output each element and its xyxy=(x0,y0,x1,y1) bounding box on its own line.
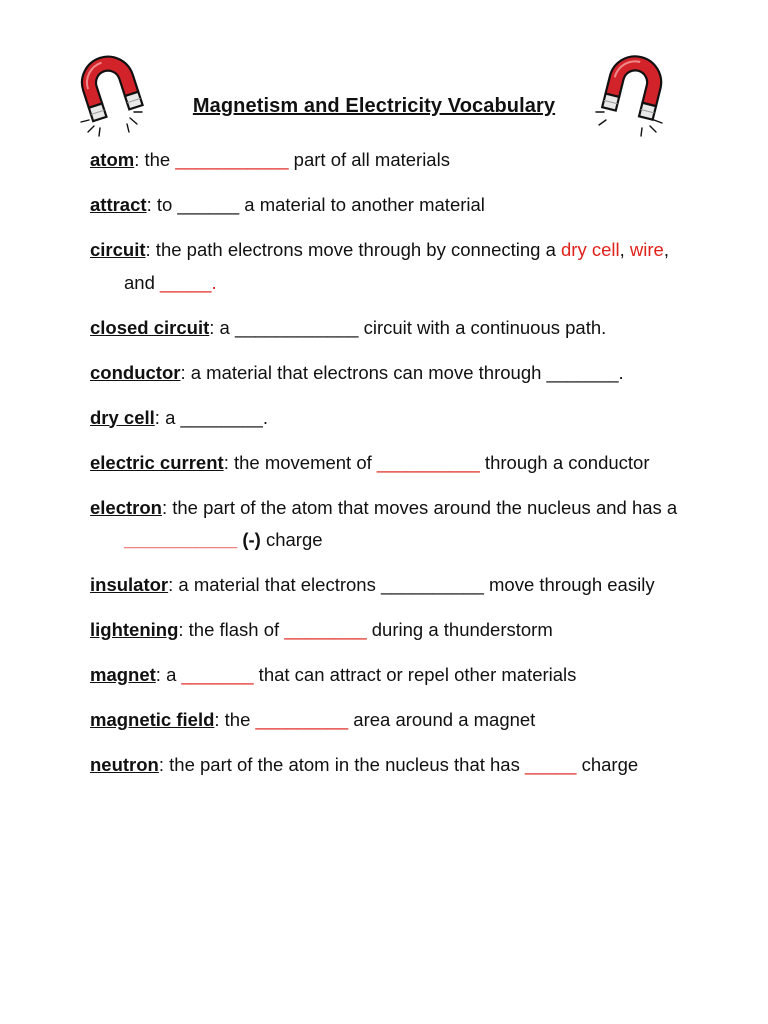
answer-blank: ________ xyxy=(284,619,367,640)
definition-text: : a material that electrons __________ move through easily xyxy=(168,574,655,595)
vocab-term: neutron xyxy=(90,754,159,775)
definition-text: part of all materials xyxy=(288,149,450,170)
vocab-entry-electron xyxy=(90,492,690,557)
answer-blank: ___________ xyxy=(175,149,289,170)
definition-text: charge xyxy=(260,529,323,550)
answer-blank: _________ xyxy=(255,709,349,730)
definition-text: : the part of the atom that moves around the nucleus and has a xyxy=(161,496,678,518)
vocab-entry-lightening xyxy=(90,614,690,647)
vocab-term: closed circuit xyxy=(90,316,210,338)
vocab-term: lightening xyxy=(90,619,179,640)
vocab-term: electric current xyxy=(90,451,224,473)
highlighted-text: dry cell xyxy=(561,239,620,260)
vocab-term: electron xyxy=(90,496,162,518)
definition-text: : a material that electrons can move through _______. xyxy=(180,361,624,383)
vocab-entry-dry-cell xyxy=(90,402,690,435)
vocab-term: dry cell xyxy=(90,406,155,428)
vocab-entry-magnet xyxy=(90,659,690,692)
vocab-entry-magnetic-field xyxy=(90,704,690,737)
definition-text: , and xyxy=(124,239,669,293)
vocab-term: magnetic field xyxy=(90,709,215,730)
vocabulary-list xyxy=(90,144,690,794)
definition-text: : the path electrons move through by connecting a xyxy=(145,239,562,260)
vocab-entry-neutron xyxy=(90,749,690,782)
answer-blank: _______ xyxy=(181,664,254,685)
vocab-term: atom xyxy=(90,149,135,170)
answer-blank: ___________ xyxy=(124,529,238,550)
definition-text: that can attract or repel other materials xyxy=(253,664,577,685)
vocab-entry-circuit xyxy=(90,234,690,299)
definition-text: : a ____________ circuit with a continuous path. xyxy=(209,316,607,338)
definition-text: : a xyxy=(155,664,182,685)
vocab-term: attract xyxy=(90,194,147,215)
vocab-entry-electric-current xyxy=(90,447,690,480)
vocab-term: circuit xyxy=(90,239,146,260)
definition-text: : the xyxy=(134,149,176,170)
vocab-entry-insulator xyxy=(90,569,690,602)
definition-text: during a thunderstorm xyxy=(366,619,553,640)
vocab-entry-closed-circuit xyxy=(90,312,690,345)
definition-text: through a conductor xyxy=(479,451,650,473)
vocab-entry-atom xyxy=(90,144,690,177)
definition-text: charge xyxy=(576,754,639,775)
definition-text: : to ______ a material to another material xyxy=(146,194,485,215)
definition-text: : the part of the atom in the nucleus that has xyxy=(158,754,525,775)
definition-text: : the movement of xyxy=(223,451,377,473)
vocab-term: conductor xyxy=(90,361,181,383)
vocab-term: magnet xyxy=(90,664,156,685)
answer-blank: __________ xyxy=(376,451,480,473)
definition-text: : a ________. xyxy=(154,406,268,428)
charge-symbol: (-) xyxy=(237,529,261,550)
definition-text: : the flash of xyxy=(178,619,285,640)
definition-text: : the xyxy=(214,709,256,730)
definition-text: , xyxy=(619,239,630,260)
vocab-entry-attract xyxy=(90,189,690,222)
vocab-entry-conductor xyxy=(90,357,690,390)
definition-text: area around a magnet xyxy=(348,709,536,730)
answer-blank: _____. xyxy=(160,271,217,293)
highlighted-text: wire xyxy=(629,239,664,260)
worksheet-title: Magnetism and Electricity Vocabulary xyxy=(192,95,556,117)
vocab-term: insulator xyxy=(90,574,169,595)
answer-blank: _____ xyxy=(524,754,577,775)
